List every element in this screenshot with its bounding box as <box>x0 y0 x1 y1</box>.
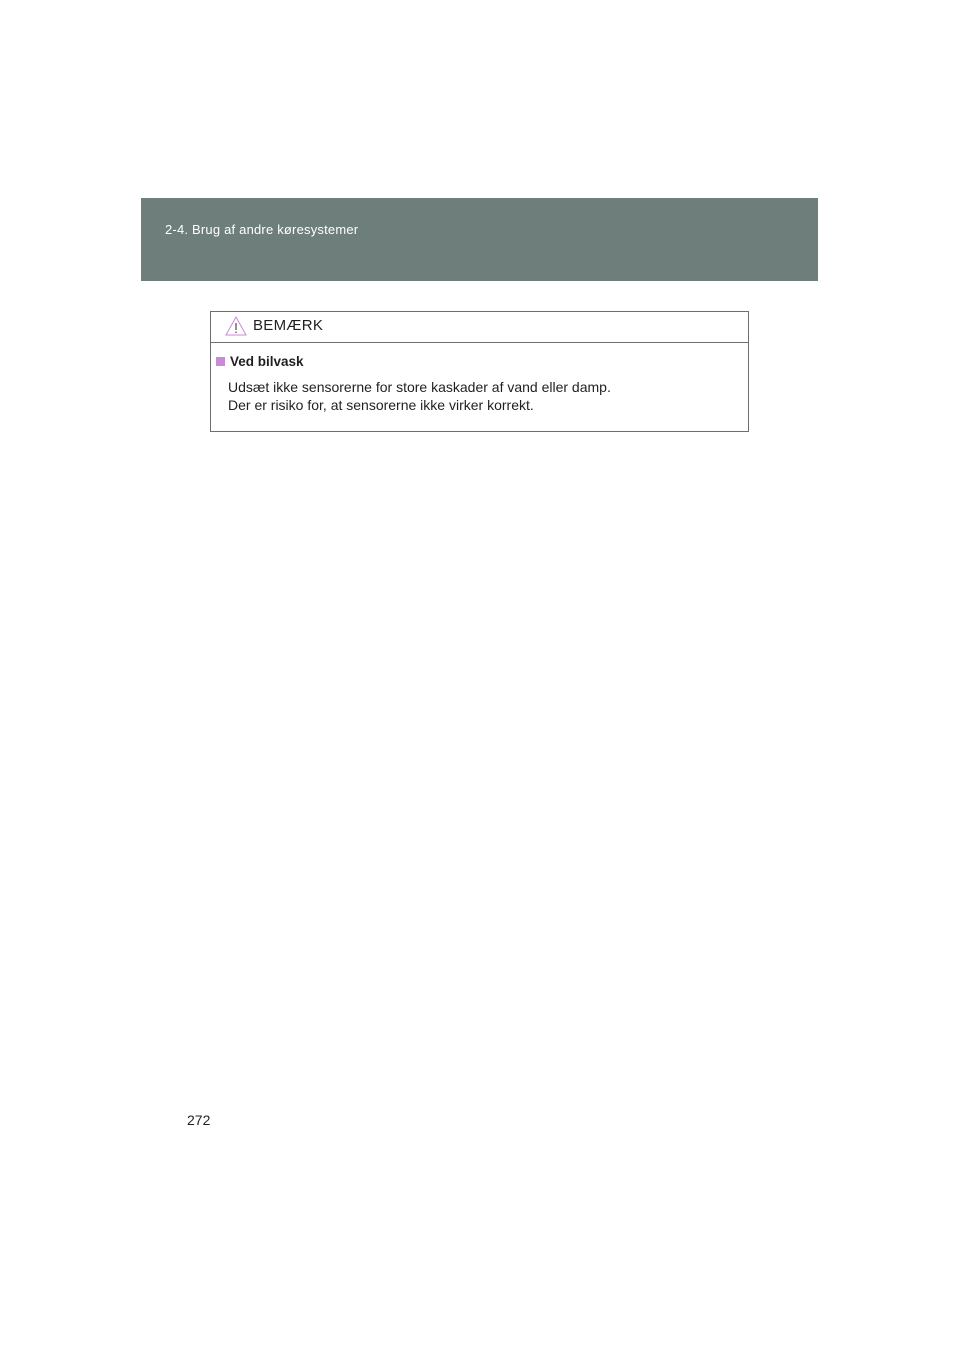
notice-line: Udsæt ikke sensorerne for store kaskader af vand eller damp. <box>228 379 611 395</box>
section-title: 2-4. Brug af andre køresystemer <box>165 222 359 237</box>
header-band <box>141 198 818 281</box>
warning-triangle-icon <box>225 316 247 336</box>
subheading-text: Ved bilvask <box>230 354 304 369</box>
notice-text <box>228 378 748 414</box>
notice-title: BEMÆRK <box>253 317 324 334</box>
notice-header <box>211 312 748 343</box>
square-bullet-icon <box>216 357 225 366</box>
notice-box <box>210 311 749 432</box>
page-number: 272 <box>187 1112 211 1128</box>
notice-line: Der er risiko for, at sensorerne ikke virker korrekt. <box>228 397 534 413</box>
notice-body <box>211 343 748 414</box>
notice-subheading <box>216 354 748 369</box>
